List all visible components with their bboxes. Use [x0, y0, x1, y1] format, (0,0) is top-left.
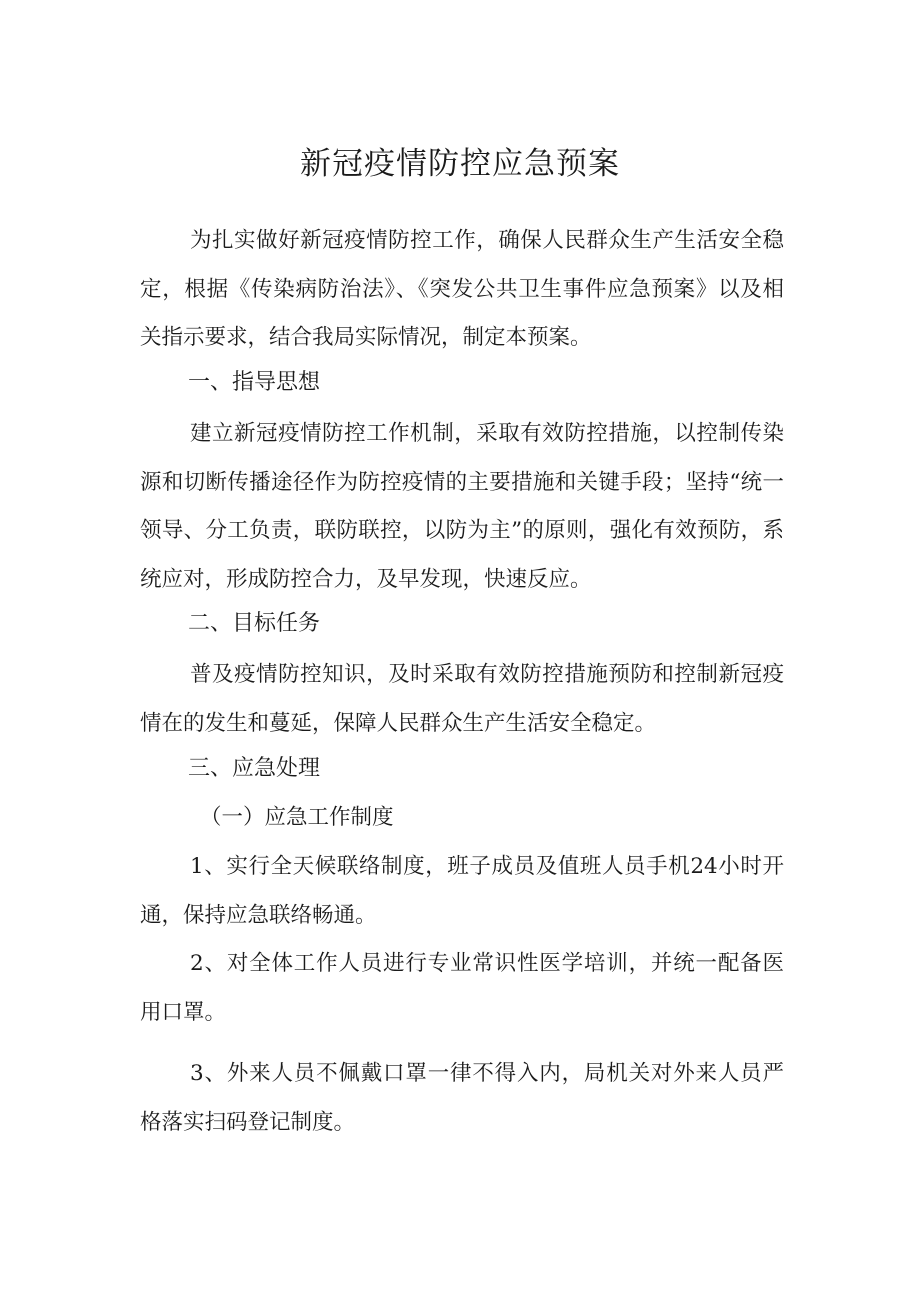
section-heading-emergency-handling: 三、应急处理 — [188, 756, 321, 781]
section-body-guiding-thought: 建立新冠疫情防控工作机制，采取有效防控措施，以控制传染源和切断传播途径作为防控疫情的主要措施和关键手段；坚持“统一领导、分工负责，联防联控，以防为主”的原则，强化有效预防，系统应对，形成防控合力，及早发现，快速反应。 — [140, 421, 784, 592]
section-body-target-tasks: 普及疫情防控知识，及时采取有效防控措施预防和控制新冠疫情在的发生和蔓延，保障人民群众生产生活安全稳定。 — [140, 662, 784, 736]
subsection-heading-work-system: （一）应急工作制度 — [200, 805, 394, 830]
section-heading-target-tasks: 二、目标任务 — [188, 611, 321, 636]
intro-paragraph: 为扎实做好新冠疫情防控工作，确保人民群众生产生活安全稳定，根据《传染病防治法》、《突发公共卫生事件应急预案》以及相关指示要求，结合我局实际情况，制定本预案。 — [140, 228, 784, 350]
list-item-contact-system: 1、实行全天候联络制度，班子成员及值班人员手机24小时开通，保持应急联络畅通。 — [140, 854, 784, 928]
list-item-visitor-masks: 3、外来人员不佩戴口罩一律不得入内，局机关对外来人员严格落实扫码登记制度。 — [140, 1061, 784, 1135]
document-title: 新冠疫情防控应急预案 — [300, 146, 620, 182]
section-heading-guiding-thought: 一、指导思想 — [188, 370, 321, 395]
list-item-medical-training: 2、对全体工作人员进行专业常识性医学培训，并统一配备医用口罩。 — [140, 951, 784, 1025]
